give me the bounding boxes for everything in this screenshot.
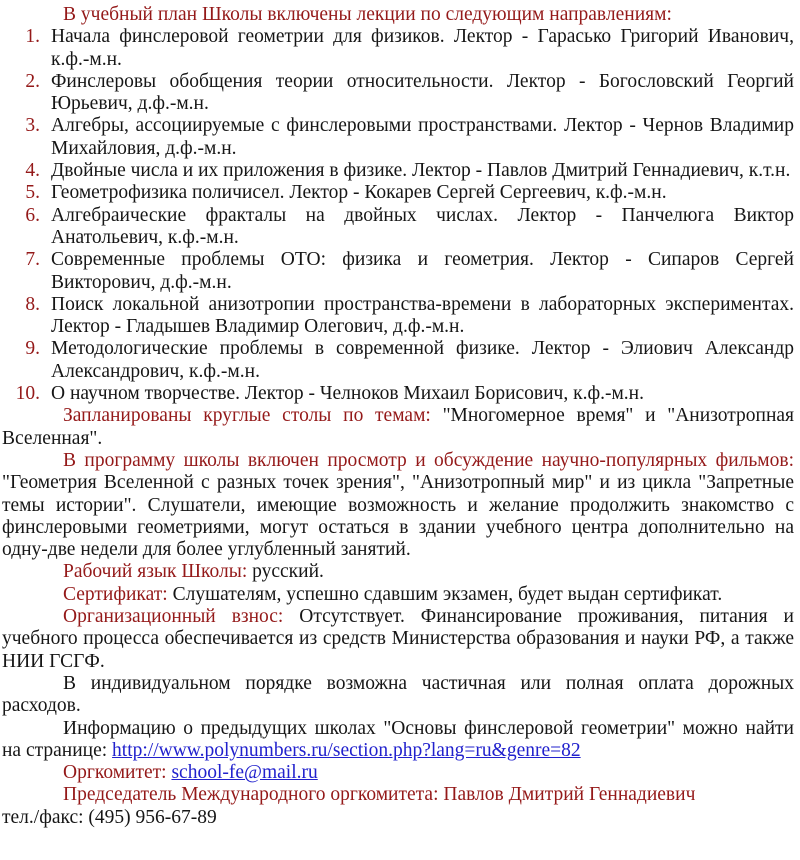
orgcommittee-label: Оргкомитет: — [63, 762, 167, 784]
info-paragraph — [2, 718, 794, 763]
roundtables-paragraph — [2, 405, 794, 450]
lecture-number: 1. — [25, 26, 40, 48]
roundtables-label: Запланированы круглые столы по темам: — [63, 405, 431, 427]
lecture-text: Финслеровы обобщения теории относительности. Лектор - Богословский Георгий Юрьевич, д.ф.-м.н. — [51, 70, 794, 115]
lecture-text: Двойные числа и их приложения в физике. Лектор - Павлов Дмитрий Геннадиевич, к.т.н. — [51, 160, 791, 182]
polynumbers-link[interactable]: http://www.polynumbers.ru/section.php?lang=ru&genre=82 — [112, 739, 581, 761]
email-link[interactable]: school-fe@mail.ru — [171, 762, 318, 784]
lecture-number: 9. — [25, 338, 40, 360]
lecture-number: 3. — [25, 115, 40, 137]
lecture-text: Геометрофизика поличисел. Лектор - Кокарев Сергей Сергеевич, к.ф.-м.н. — [51, 182, 667, 204]
travel-text: В индивидуальном порядке возможна частичная или полная оплата дорожных расходов. — [2, 672, 794, 717]
lecture-item-1 — [2, 26, 794, 71]
certificate-paragraph — [2, 584, 794, 606]
films-text: "Геометрия Вселенной с разных точек зрения", "Анизотропный мир" и из цикла "Запретные темы истории". Слушатели, имеющие возможность и желание продолжить знакомство с финслеровыми геометриями, могут остаться в здании учебного центра дополнительно на одну-две недели для более углубленный занятий. — [2, 472, 794, 561]
lecture-item-8 — [2, 294, 794, 339]
lecture-item-2 — [2, 71, 794, 116]
lecture-text: Поиск локальной анизотропии пространства-времени в лабораторных экспериментах. Лектор - Гладышев Владимир Олегович, д.ф.-м.н. — [51, 293, 794, 338]
language-text: русский. — [247, 561, 324, 583]
lecture-text: Методологические проблемы в современной физике. Лектор - Элиович Александр Александрович, к.ф.-м.н. — [51, 338, 794, 382]
lecture-item-7 — [2, 249, 794, 294]
lecture-text: Алгебраические фракталы на двойных числах. Лектор - Панчелюга Виктор Анатольевич, к.ф.-м.н. — [51, 204, 794, 248]
films-label: В программу школы включен просмотр и обсуждение научно-популярных фильмов: — [63, 449, 794, 471]
lecture-text: Начала финслеровой геометрии для физиков. Лектор - Гарасько Григорий Иванович, к.ф.-м.н. — [51, 26, 794, 70]
lecture-number: 4. — [25, 160, 40, 182]
lecture-number: 6. — [25, 204, 40, 226]
intro-heading — [2, 4, 794, 26]
lecture-item-4 — [2, 160, 794, 182]
lecture-number: 5. — [25, 182, 40, 204]
fee-paragraph — [2, 606, 794, 673]
lecture-item-6 — [2, 205, 794, 250]
orgcommittee-paragraph — [2, 762, 794, 784]
lecture-item-9 — [2, 338, 794, 383]
intro-heading-text: В учебный план Школы включены лекции по следующим направлениям: — [63, 4, 672, 25]
phone-text: тел./факс: (495) 956-67-89 — [2, 806, 217, 828]
certificate-label: Сертификат: — [63, 583, 168, 605]
chairman-paragraph — [2, 784, 794, 829]
certificate-text: Слушателям, успешно сдавшим экзамен, будет выдан сертификат. — [167, 583, 723, 605]
lecture-number: 2. — [25, 70, 40, 92]
language-label: Рабочий язык Школы: — [63, 561, 248, 583]
lecture-text: Современные проблемы ОТО: физика и геометрия. Лектор - Сипаров Сергей Викторович, д.ф.-м.н. — [51, 249, 794, 293]
chairman-label: Председатель Международного оргкомитета: Павлов Дмитрий Геннадиевич — [63, 784, 696, 806]
lecture-number: 7. — [25, 249, 40, 271]
lecture-text: О научном творчестве. Лектор - Челноков Михаил Борисович, к.ф.-м.н. — [51, 383, 644, 405]
lecture-number: 8. — [25, 293, 40, 315]
films-paragraph — [2, 450, 794, 561]
lecture-text: Алгебры, ассоциируемые с финслеровыми пространствами. Лектор - Чернов Владимир Михайловия, д.ф.-м.н. — [51, 115, 794, 159]
travel-paragraph — [2, 673, 794, 718]
lecture-item-3 — [2, 115, 794, 160]
roundtables-text: "Многомерное время" и "Анизотропная Вселенная". — [2, 405, 794, 449]
lecture-item-10 — [2, 383, 794, 405]
info-text: Информацию о предыдущих школах "Основы финслеровой геометрии" можно найти на странице: — [2, 717, 794, 761]
lecture-item-5 — [2, 182, 794, 204]
fee-label: Организационный взнос: — [63, 606, 284, 628]
fee-text: Отсутствует. Финансирование проживания, питания и учебного процесса обеспечивается из средств Министерства образования и науки РФ, а также НИИ ГСГФ. — [2, 606, 794, 672]
lecture-number: 10. — [15, 383, 40, 405]
language-paragraph — [2, 561, 794, 583]
